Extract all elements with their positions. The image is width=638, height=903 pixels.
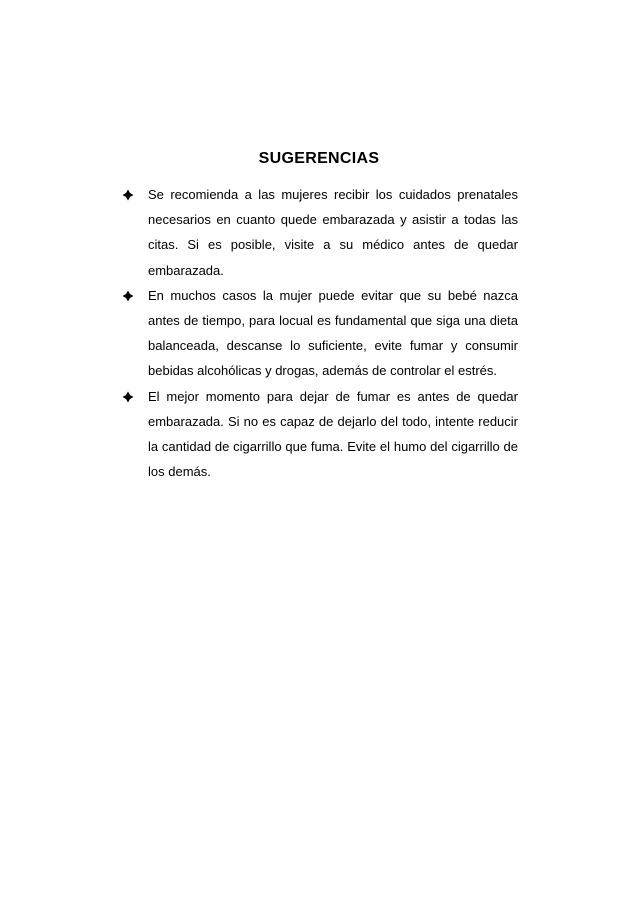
diamond-bullet-icon xyxy=(122,290,134,302)
list-item xyxy=(120,283,518,384)
list-item-text: En muchos casos la mujer puede evitar que su bebé nazca antes de tiempo, para locual es fundamental que siga una dieta balanceada, descanse lo suficiente, evite fumar y consumir bebidas alcohólicas y drogas, además de controlar el estrés. xyxy=(148,287,518,379)
diamond-bullet-icon xyxy=(122,189,134,201)
list-item xyxy=(120,182,518,283)
page-title: SUGERENCIAS xyxy=(258,150,380,167)
list-item xyxy=(120,384,518,485)
list-item-text: El mejor momento para dejar de fumar es antes de quedar embarazada. Si no es capaz de dejarlo del todo, intente reducir la cantidad de cigarrillo que fuma. Evite el humo del cigarrillo de los demás. xyxy=(148,388,518,480)
diamond-bullet-icon xyxy=(122,391,134,403)
list-item-text: Se recomienda a las mujeres recibir los cuidados prenatales necesarios en cuanto quede embarazada y asistir a todas las citas. Si es posible, visite a su médico antes de quedar embarazada. xyxy=(148,187,518,278)
suggestions-list xyxy=(120,182,518,484)
